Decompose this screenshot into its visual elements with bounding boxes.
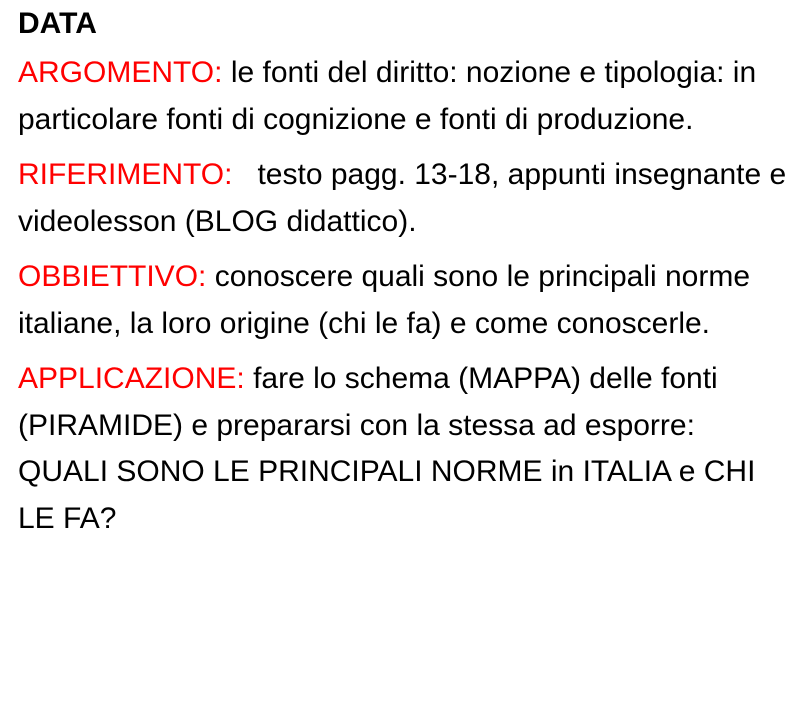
- section-label-riferimento: RIFERIMENTO:: [18, 158, 233, 191]
- section-text-argomento: le fonti del diritto: nozione e tipologia: in particolare fonti di cognizione e fonti di produzione.: [18, 56, 757, 136]
- section-text-applicazione: fare lo schema (MAPPA) delle fonti (PIRAMIDE) e prepararsi con la stessa ad esporre: QUALI SONO LE PRINCIPALI NORME in ITALIA e CHI LE FA?: [18, 362, 756, 535]
- document-title: DATA: [18, 7, 97, 40]
- section-riferimento: [18, 152, 788, 245]
- section-obbiettivo: [18, 254, 788, 347]
- section-label-argomento: ARGOMENTO:: [18, 56, 223, 89]
- section-argomento: [18, 50, 788, 143]
- section-label-applicazione: APPLICAZIONE:: [18, 362, 245, 395]
- section-applicazione: [18, 356, 788, 542]
- section-text-obbiettivo: conoscere quali sono le principali norme italiane, la loro origine (chi le fa) e come conoscerle.: [18, 260, 751, 340]
- document-page: [18, 6, 788, 551]
- section-label-obbiettivo: OBBIETTIVO:: [18, 260, 207, 293]
- section-text-riferimento: testo pagg. 13-18, appunti insegnante e videolesson (BLOG didattico).: [18, 158, 787, 238]
